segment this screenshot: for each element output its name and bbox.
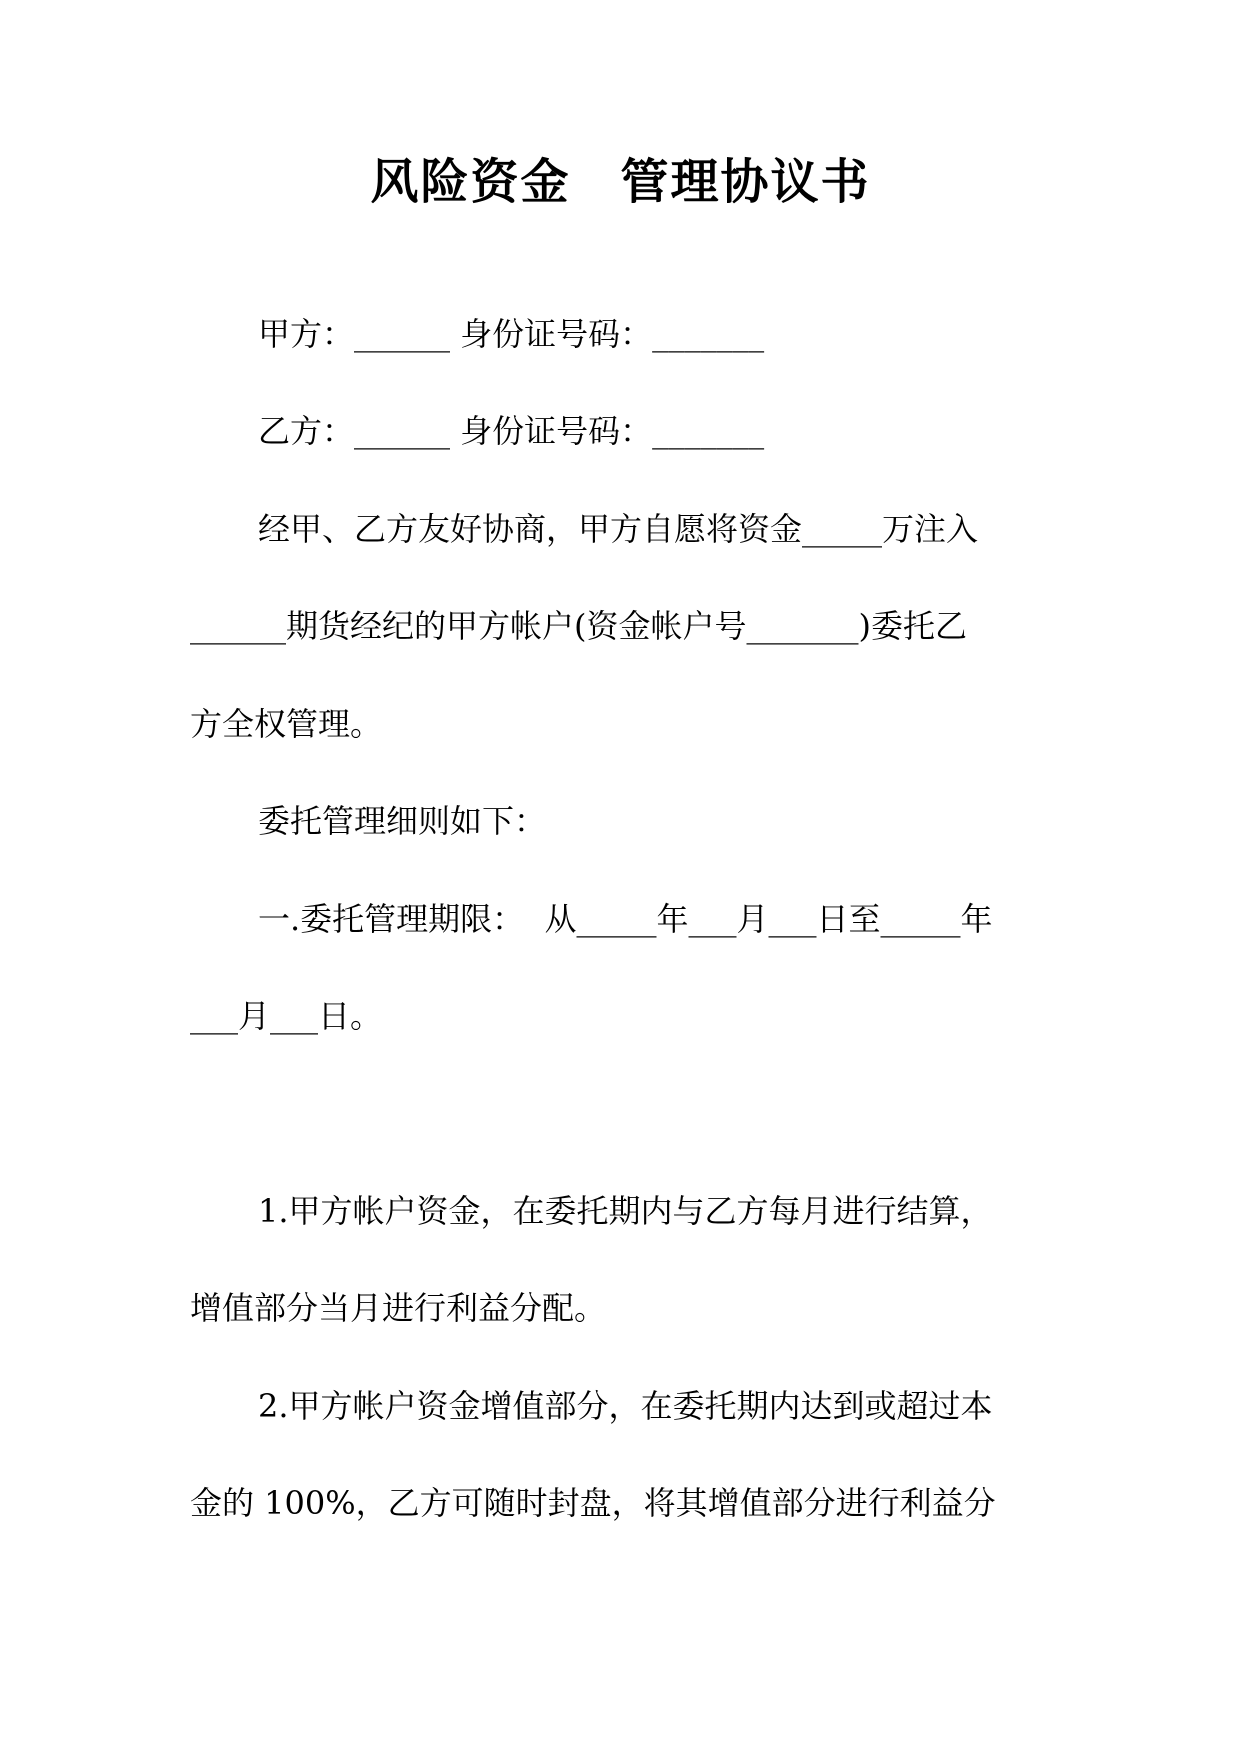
paragraph-intro-line-1: 经甲、乙方友好协商，甲方自愿将资金_____万注入 <box>258 510 979 548</box>
document-title: 风险资金 管理协议书 <box>370 154 871 210</box>
item-1-line-1: 1.甲方帐户资金，在委托期内与乙方每月进行结算， <box>258 1192 993 1230</box>
paragraph-intro-line-3: 方全权管理。 <box>190 705 383 743</box>
clause-1-line-2: ___月___日。 <box>190 997 383 1035</box>
rules-heading: 委托管理细则如下： <box>258 802 547 840</box>
party-a-line: 甲方：______ 身份证号码：_______ <box>258 315 765 353</box>
item-2-line-2: 金的 100%，乙方可随时封盘，将其增值部分进行利益分 <box>190 1484 996 1522</box>
item-1-line-2: 增值部分当月进行利益分配。 <box>190 1289 607 1327</box>
paragraph-intro-line-2: ______期货经纪的甲方帐户(资金帐户号_______)委托乙 <box>190 607 967 645</box>
item-2-line-1: 2.甲方帐户资金增值部分，在委托期内达到或超过本 <box>258 1387 993 1425</box>
party-b-line: 乙方：______ 身份证号码：_______ <box>258 412 765 450</box>
clause-1-line-1: 一.委托管理期限： 从_____年___月___日至_____年 <box>258 900 993 938</box>
